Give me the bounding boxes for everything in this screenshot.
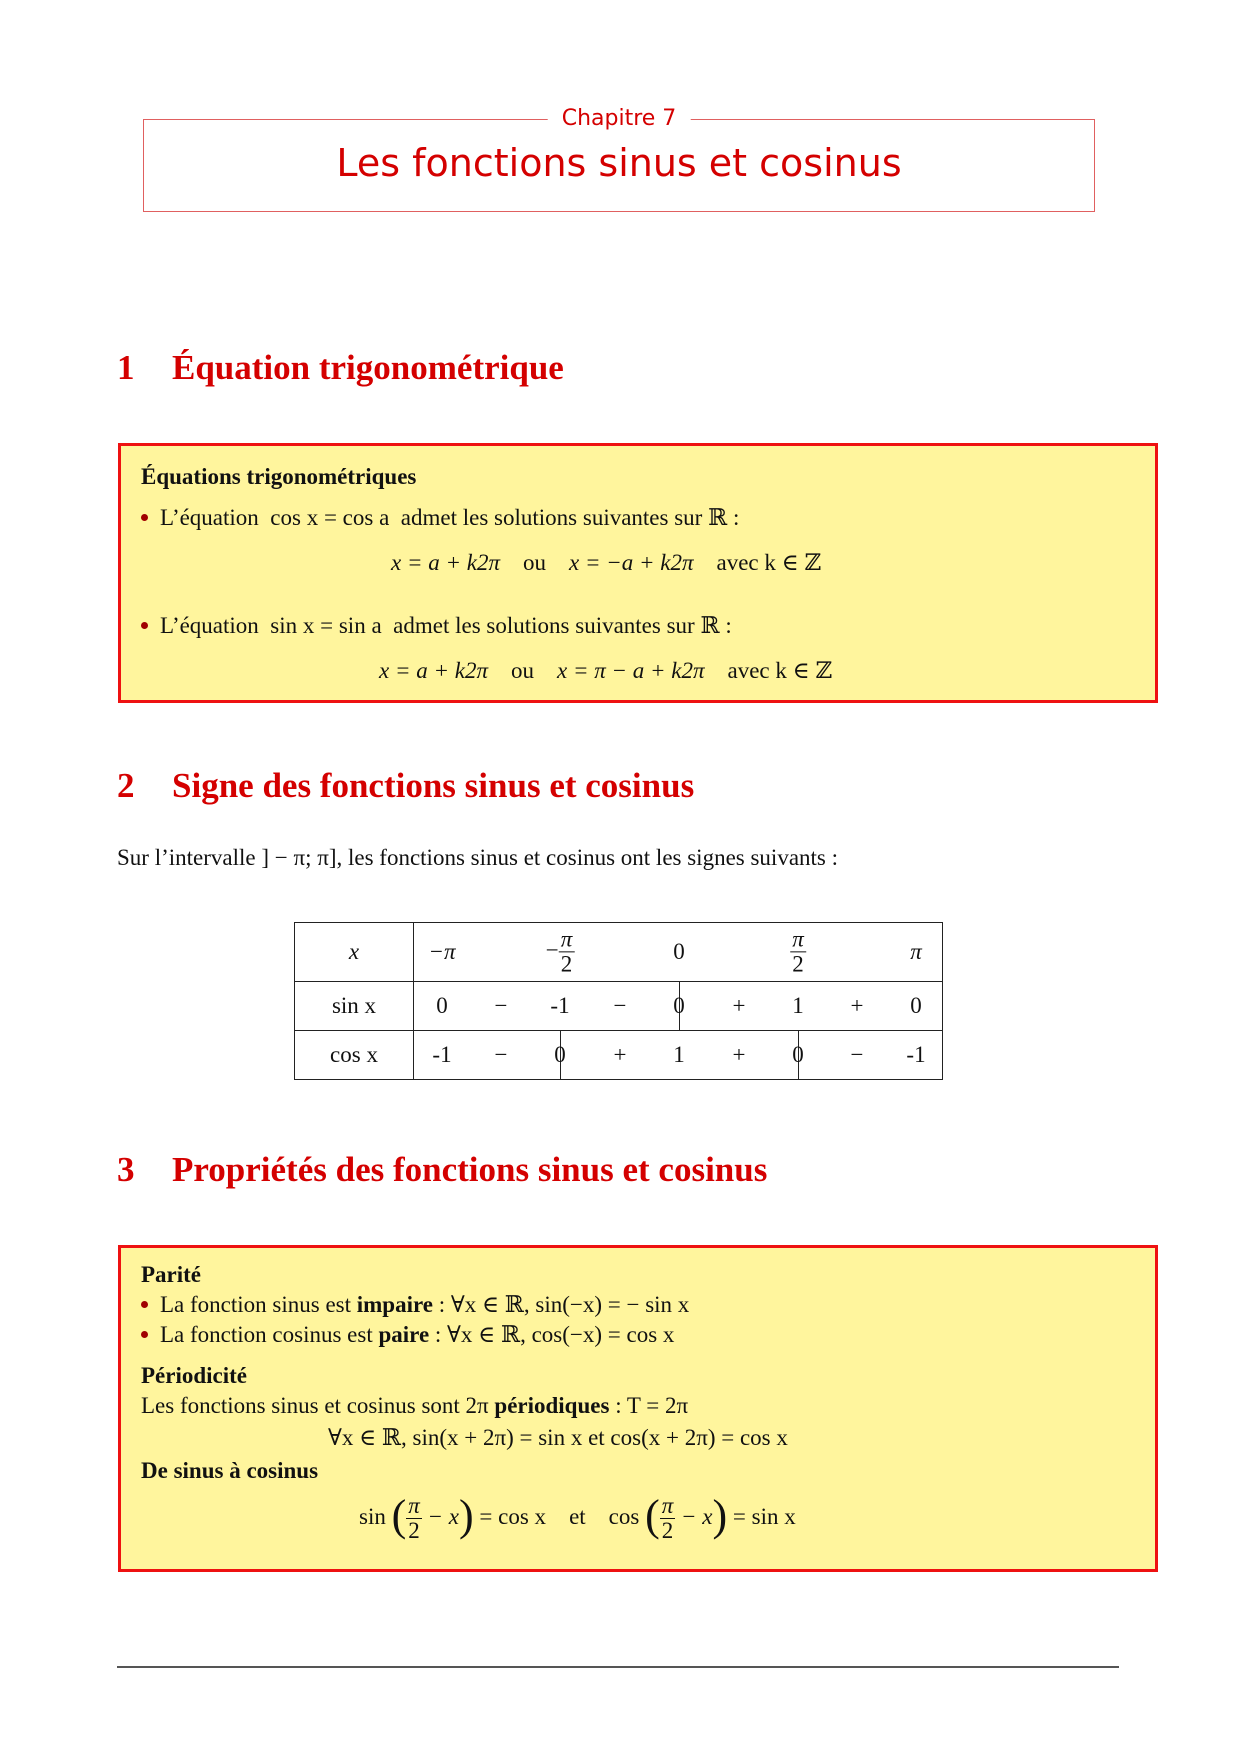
chapter-title-box: [143, 106, 1095, 212]
trig-equations-box: [118, 443, 1158, 703]
table-row-sin: [295, 982, 943, 1031]
sign-table: [294, 922, 943, 1080]
chapter-label: Chapitre 7: [548, 106, 691, 132]
section-number: 3: [117, 1150, 135, 1189]
row-header: sin x: [331, 993, 377, 1018]
section-title: Propriétés des fonctions sinus et cosinus: [172, 1150, 768, 1189]
x-value: − $\frac{\pi}{2}$: [545, 926, 573, 977]
sign-cell: -1: [432, 1042, 452, 1067]
section-1-heading: [117, 348, 564, 388]
equation-sin: sin x = sin a: [270, 613, 382, 638]
sign-cell: −: [494, 993, 508, 1018]
sign-cell: +: [613, 1042, 627, 1067]
equation-cos: cos x = cos a: [270, 505, 390, 530]
sign-cell: 0: [910, 993, 922, 1018]
x-value: −π: [428, 939, 456, 964]
sign-cell: 0: [436, 993, 448, 1018]
box-heading: Équations trigonométriques: [141, 464, 417, 489]
section-2-heading: [117, 766, 694, 806]
sign-cell: +: [850, 993, 864, 1018]
sign-cell: -1: [906, 1042, 926, 1067]
footer-rule: [117, 1666, 1119, 1668]
sign-cell: 0: [673, 993, 685, 1018]
section-3-heading: [117, 1150, 767, 1190]
row-header: x: [348, 939, 360, 964]
list-item-sin-parity: La fonction sinus est impaire : ∀x ∈ ℝ, sin(−x) = − sin x: [139, 1292, 689, 1318]
list-item-cos-equation: L’équation cos x = cos a admet les solutions suivantes sur ℝ :: [139, 505, 739, 531]
section-number: 2: [117, 766, 135, 805]
x-value: 0: [673, 939, 685, 964]
sin-to-cos-heading: De sinus à cosinus: [141, 1458, 319, 1483]
x-value: π: [910, 939, 922, 964]
properties-box: [118, 1245, 1158, 1572]
bullet-icon: [141, 1301, 148, 1308]
chapter-title: Les fonctions sinus et cosinus: [336, 141, 902, 185]
sign-cell: 0: [554, 1042, 566, 1067]
sign-cell: −: [613, 993, 627, 1018]
sign-cell: -1: [550, 993, 570, 1018]
sign-cell: 1: [673, 1042, 685, 1067]
bullet-icon: [141, 514, 148, 521]
periodicity-heading: Périodicité: [141, 1363, 248, 1388]
section-title: Équation trigonométrique: [172, 348, 564, 387]
table-row-cos: [295, 1031, 943, 1080]
sign-cell: −: [494, 1042, 508, 1067]
bullet-icon: [141, 1331, 148, 1338]
section-number: 1: [117, 348, 135, 387]
sign-cell: +: [732, 1042, 746, 1067]
sign-cell: −: [850, 1042, 864, 1067]
list-item-sin-equation: L’équation sin x = sin a admet les solutions suivantes sur ℝ :: [139, 613, 732, 639]
parity-heading: Parité: [141, 1262, 202, 1287]
solutions-sin: x = a + k2π ou x = π − a + k2π avec k ∈ ℤ: [379, 658, 833, 683]
table-row-x: [295, 923, 943, 982]
periodicity-identity: ∀x ∈ ℝ, sin(x + 2π) = sin x et cos(x + 2π) = cos x: [328, 1425, 788, 1450]
sign-cell: 1: [792, 993, 804, 1018]
sign-cell: +: [732, 993, 746, 1018]
bullet-icon: [141, 622, 148, 629]
x-value: $\frac{\pi}{2}$: [792, 926, 804, 977]
section-2-intro: Sur l’intervalle ] − π; π], les fonctions sinus et cosinus ont les signes suivants :: [117, 845, 839, 870]
sin-to-cos-identity: sin ( $\frac{\pi}{2}$ − x) = cos x et cos ( $\frac{\pi}{2}$ − x) = sin x: [359, 1491, 796, 1543]
section-title: Signe des fonctions sinus et cosinus: [172, 766, 695, 805]
periodicity-text: Les fonctions sinus et cosinus sont 2π périodiques : T = 2π: [141, 1393, 689, 1418]
sign-cell: 0: [792, 1042, 804, 1067]
row-header: cos x: [330, 1042, 378, 1067]
solutions-cos: x = a + k2π ou x = −a + k2π avec k ∈ ℤ: [391, 550, 822, 575]
list-item-cos-parity: La fonction cosinus est paire : ∀x ∈ ℝ, cos(−x) = cos x: [139, 1322, 674, 1348]
